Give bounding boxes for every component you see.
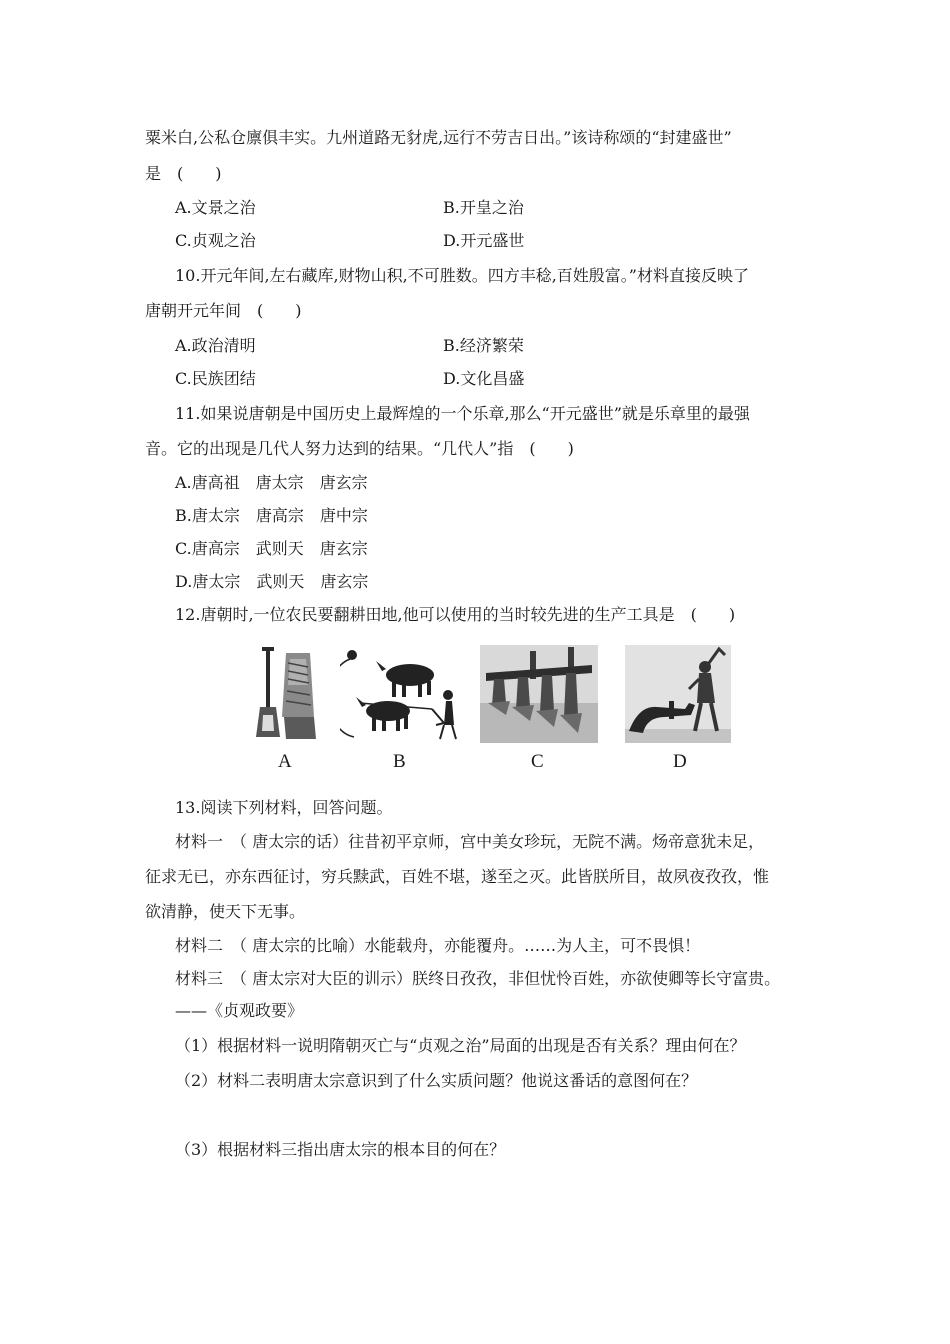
figure-d-label: D <box>673 751 687 772</box>
q13-question2: （2）材料二表明唐太宗意识到了什么实质问题？他说这番话的意图何在？ <box>175 1071 698 1090</box>
figure-a-spade-image <box>252 645 322 743</box>
q13-material3: 材料三 （ 唐太宗对大臣的训示）朕终日孜孜，非但忧怜百姓，亦欲使卿等长守富贵。 <box>175 969 781 988</box>
q11-stem-line2: 音。它的出现是几代人努力达到的结果。“几代人”指 ( ) <box>145 439 574 458</box>
figure-d-curved-plough-image <box>625 645 731 743</box>
q13-intro: 13.阅读下列材料，回答问题。 <box>175 798 393 817</box>
q13-material1-line2: 征求无已，亦东西征讨，穷兵黩武，百姓不堪，遂至之灭。此皆朕所目，故夙夜孜孜，惟 <box>145 867 770 886</box>
q10-option-a: A.政治清明 <box>175 336 256 355</box>
q10-stem-line1: 10.开元年间,左右藏库,财物山积,不可胜数。四方丰稔,百姓殷富。”材料直接反映了 <box>175 266 749 285</box>
figure-b-ox-plough-image <box>340 645 462 745</box>
q9-option-b: B.开皇之治 <box>443 198 524 217</box>
figure-c-label: C <box>531 751 544 772</box>
q9-stem-line2: 是 ( ) <box>145 164 222 183</box>
q10-stem-line2: 唐朝开元年间 ( ) <box>145 301 302 320</box>
q13-question3: （3）根据材料三指出唐太宗的根本目的何在？ <box>175 1140 506 1159</box>
figure-a-label: A <box>278 751 292 772</box>
q9-option-c: C.贞观之治 <box>175 231 256 250</box>
q13-question1: （1）根据材料一说明隋朝灭亡与“贞观之治”局面的出现是否有关系？理由何在？ <box>175 1036 746 1055</box>
q9-option-a: A.文景之治 <box>175 198 256 217</box>
q11-option-d: D.唐太宗 武则天 唐玄宗 <box>175 572 369 591</box>
q13-material2: 材料二 （ 唐太宗的比喻）水能载舟，亦能覆舟。……为人主，可不畏惧！ <box>175 936 701 955</box>
q13-material1-line1: 材料一 （ 唐太宗的话）往昔初平京师，宫中美女珍玩，无院不满。炀帝意犹未足， <box>175 832 765 851</box>
q10-option-b: B.经济繁荣 <box>443 336 524 355</box>
q13-source: ——《贞观政要》 <box>175 1001 304 1020</box>
q11-option-b: B.唐太宗 唐高宗 唐中宗 <box>175 506 368 525</box>
q12-stem: 12.唐朝时,一位农民要翻耕田地,他可以使用的当时较先进的生产工具是 ( ) <box>175 605 736 624</box>
figure-b-label: B <box>393 751 406 772</box>
figure-c-modern-plough-image <box>480 645 598 743</box>
q10-option-d: D.文化昌盛 <box>443 369 525 388</box>
q9-option-d: D.开元盛世 <box>443 231 525 250</box>
q13-material1-line3: 欲清静，使天下无事。 <box>145 902 306 921</box>
q11-option-c: C.唐高宗 武则天 唐玄宗 <box>175 539 368 558</box>
q10-option-c: C.民族团结 <box>175 369 256 388</box>
q11-option-a: A.唐高祖 唐太宗 唐玄宗 <box>175 473 368 492</box>
q11-stem-line1: 11.如果说唐朝是中国历史上最辉煌的一个乐章,那么“开元盛世”就是乐章里的最强 <box>175 404 750 423</box>
q9-stem-line1: 粟米白,公私仓廪俱丰实。九州道路无豺虎,远行不劳吉日出。”该诗称颂的“封建盛世” <box>145 128 732 147</box>
